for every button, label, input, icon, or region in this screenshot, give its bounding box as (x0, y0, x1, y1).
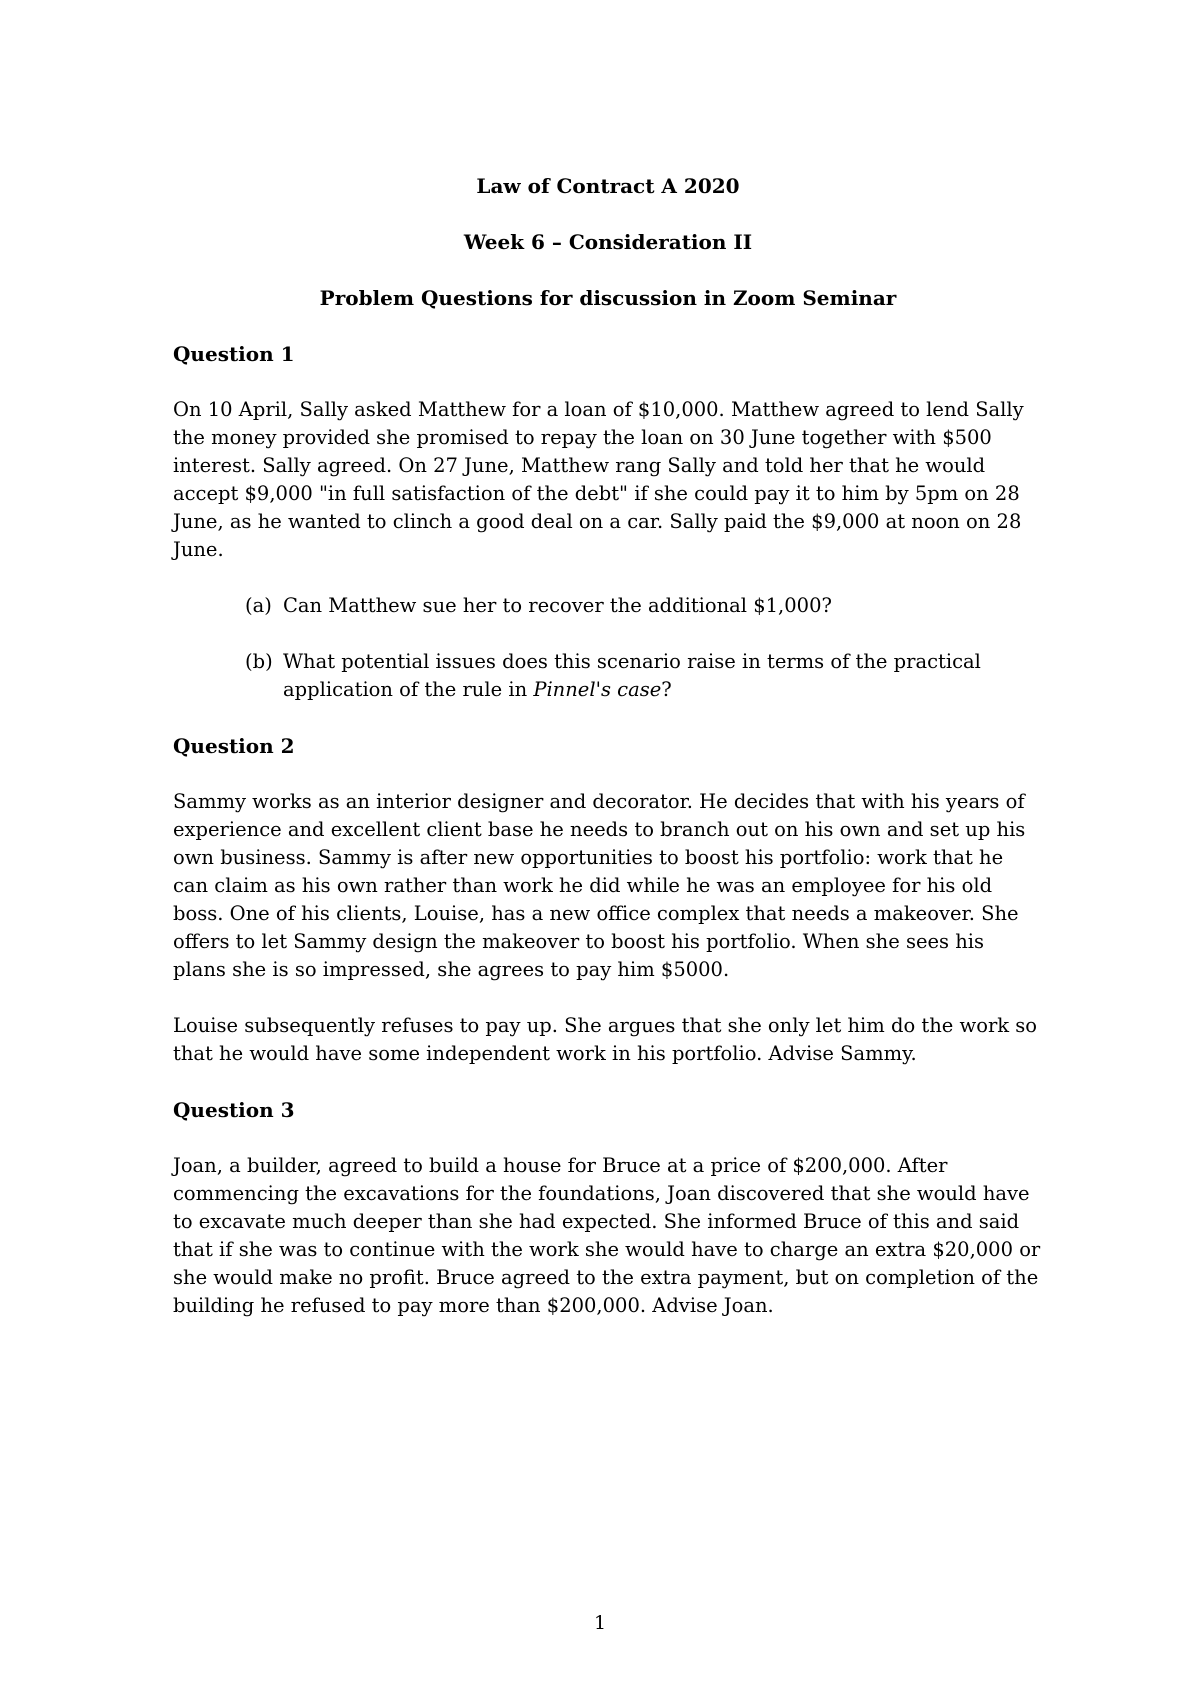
sub-question-marker: (b) (245, 650, 273, 673)
case-name: Pinnel's case (533, 678, 662, 701)
document-body (173, 172, 1043, 1348)
sub-question-text: Can Matthew sue her to recover the additional $1,000? (283, 594, 832, 617)
question-heading: Question 3 (173, 1098, 295, 1122)
question-paragraph: Louise subsequently refuses to pay up. She argues that she only let him do the work so that he would have some independent work in his portfolio. Advise Sammy. (173, 1014, 1038, 1065)
question-heading: Question 1 (173, 342, 295, 366)
week-title: Week 6 – Consideration II (463, 230, 753, 254)
sub-question-marker: (a) (245, 594, 272, 617)
sub-question-text-end: ? (661, 678, 672, 701)
sub-question-list (173, 592, 1043, 704)
course-title: Law of Contract A 2020 (476, 174, 740, 198)
question-1-section (173, 340, 1043, 704)
sub-question-text: What potential issues does this scenario raise in terms of the practical application of the rule in (283, 650, 981, 701)
question-3-section (173, 1096, 1043, 1320)
question-paragraph: Sammy works as an interior designer and decorator. He decides that with his years of experience and excellent client base he needs to branch out on his own and set up his own business. Sammy is after new opportunities to boost his portfolio: work that he can claim as his own rather than work he did while he was an employee for his old boss. One of his clients, Louise, has a new office complex that needs a makeover. She offers to let Sammy design the makeover to boost his portfolio. When she sees his plans she is so impressed, she agrees to pay him $5000. (173, 790, 1026, 981)
page-number: 1 (593, 1612, 607, 1634)
document-subtitle: Problem Questions for discussion in Zoom Seminar (319, 286, 897, 310)
sub-question-b (173, 648, 1043, 704)
sub-question-a (173, 592, 1043, 620)
question-paragraph: On 10 April, Sally asked Matthew for a loan of $10,000. Matthew agreed to lend Sally the money provided she promised to repay the loan on 30 June together with $500 interest. Sally agreed. On 27 June, Matthew rang Sally and told her that he would accept $9,000 "in full satisfaction of the debt" if she could pay it to him by 5pm on 28 June, as he wanted to clinch a good deal on a car. Sally paid the $9,000 at noon on 28 June. (173, 398, 1024, 561)
question-heading: Question 2 (173, 734, 295, 758)
question-2-section (173, 732, 1043, 1068)
question-paragraph: Joan, a builder, agreed to build a house for Bruce at a price of $200,000. After commencing the excavations for the foundations, Joan discovered that she would have to excavate much deeper than she had expected. She informed Bruce of this and said that if she was to continue with the work she would have to charge an extra $20,000 or she would make no profit. Bruce agreed to the extra payment, but on completion of the building he refused to pay more than $200,000. Advise Joan. (173, 1154, 1041, 1317)
